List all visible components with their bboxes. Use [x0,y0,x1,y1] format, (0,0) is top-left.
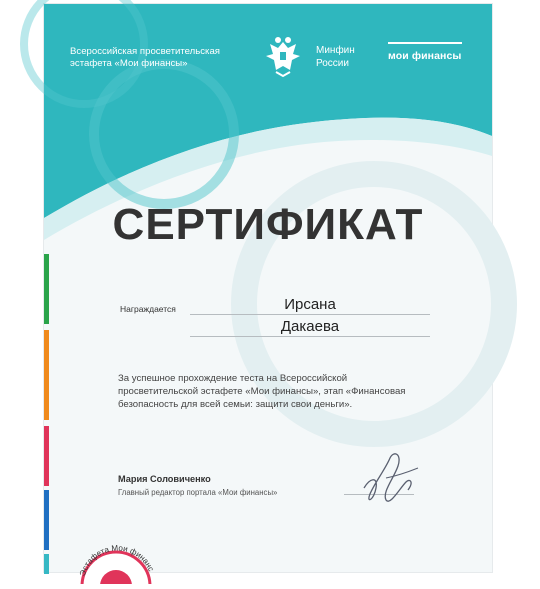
certificate-body: За успешное прохождение теста на Всероссийской просветительской эстафете «Мои финансы», этап «Финансовая безопасность для всей семьи: защити свои деньги». [118,373,406,410]
certificate [44,4,492,578]
relay-title-line2: эстафета «Мои финансы» [70,58,188,69]
stripe-orange [44,330,49,420]
name-underline-2 [190,336,430,337]
ministry-line1: Минфин [316,45,355,56]
eagle-emblem-icon [262,34,304,78]
brand-logo [388,42,464,62]
ministry-label [316,44,355,70]
name-underline-1 [190,314,430,315]
relay-badge [68,534,188,584]
stripe-green [44,254,49,324]
certificate-title: СЕРТИФИКАТ [112,200,424,249]
relay-title [70,46,220,70]
signatory-name: Мария Соловиченко [118,474,211,484]
recipient-last-name: Дакаева [280,318,340,335]
stripe-teal [44,554,49,574]
relay-title-line1: Всероссийская просветительская [70,46,220,57]
recipient-first-name: Ирсана [284,296,336,313]
badge-text: Эстафета Мои финанс [77,543,156,578]
signatory-role: Главный редактор портала «Мои финансы» [118,488,278,497]
awarded-label: Награждается [120,304,176,314]
brand-text: мои финансы [388,50,462,62]
ministry-line2: России [316,58,349,69]
stripe-blue [44,490,49,550]
brand-rule [388,42,462,44]
stripe-pink [44,426,49,486]
handwritten-signature [356,448,426,514]
